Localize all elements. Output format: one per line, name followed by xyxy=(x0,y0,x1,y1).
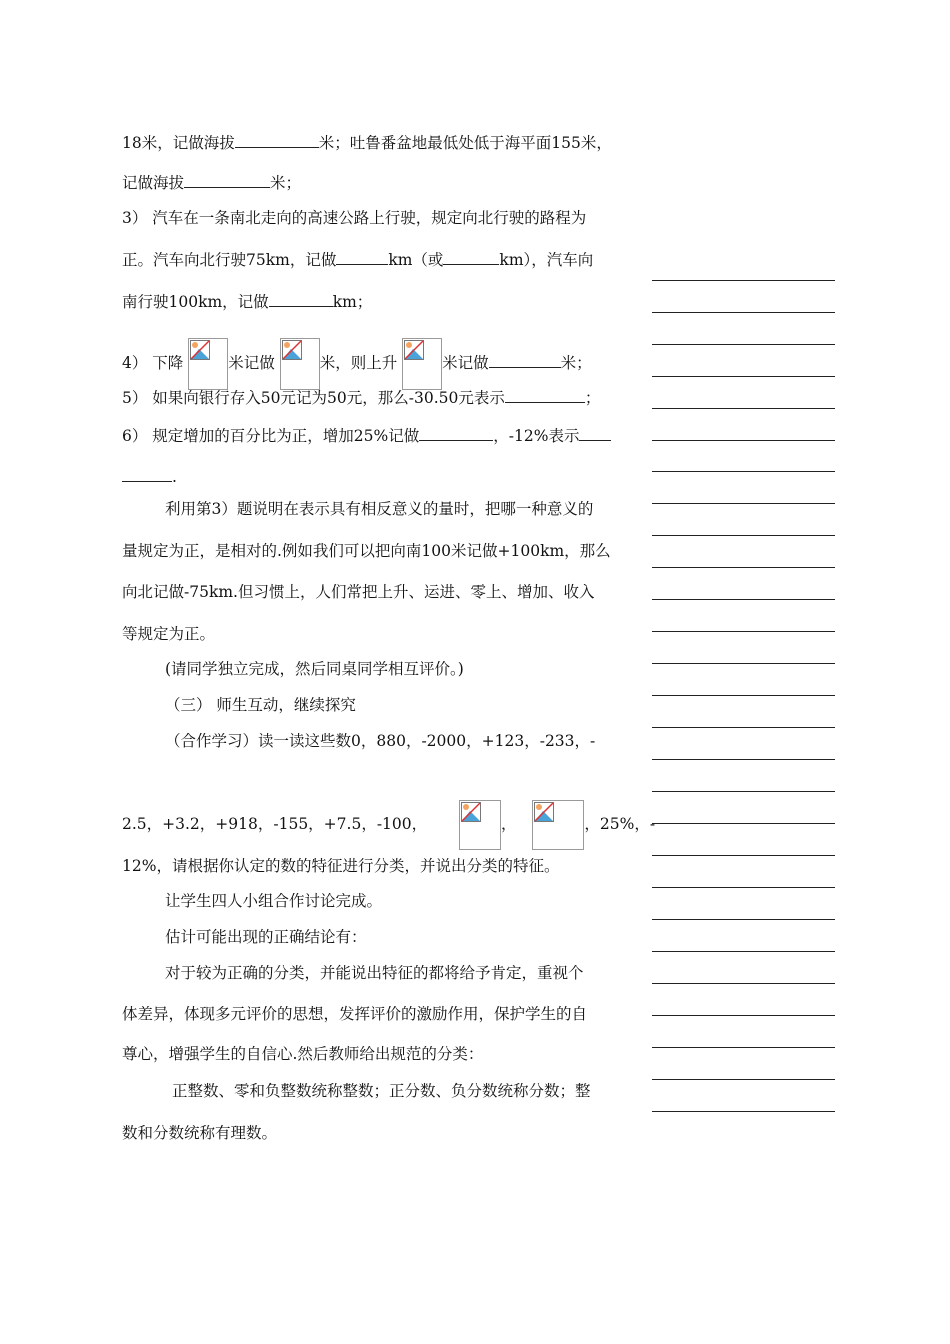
text-line xyxy=(122,249,593,270)
image-placeholder-icon xyxy=(280,338,320,390)
paragraph-line: 体差异，体现多元评价的思想，发挥评价的激励作用，保护学生的自 xyxy=(122,1005,588,1023)
text: 正。汽车向北行驶75km，记做 xyxy=(122,251,337,269)
paragraph-line: 等规定为正。 xyxy=(122,625,216,643)
note-line[interactable] xyxy=(652,312,835,313)
answer-blank[interactable] xyxy=(505,387,585,403)
answer-blank[interactable] xyxy=(235,132,319,148)
text-line xyxy=(122,466,177,487)
paragraph-line: (请同学独立完成，然后同桌同学相互评价。) xyxy=(165,660,464,678)
note-line[interactable] xyxy=(652,919,835,920)
text-line xyxy=(122,425,611,446)
text: 5） 如果向银行存入50元记为50元，那么-30.50元表示 xyxy=(122,389,505,407)
paragraph-line: （合作学习）读一读这些数0，880，-2000，+123，-233，- xyxy=(165,732,596,750)
note-line[interactable] xyxy=(652,855,835,856)
note-line[interactable] xyxy=(652,280,835,281)
note-line[interactable] xyxy=(652,631,835,632)
text: . xyxy=(172,468,177,486)
image-placeholder-icon xyxy=(532,800,584,850)
note-line[interactable] xyxy=(652,791,835,792)
text: ，25%，- xyxy=(584,815,656,833)
note-line[interactable] xyxy=(652,983,835,984)
answer-blank[interactable] xyxy=(419,425,493,441)
text: 米； xyxy=(270,174,302,192)
answer-blank[interactable] xyxy=(336,249,388,265)
note-line[interactable] xyxy=(652,471,835,472)
text: 4） 下降 xyxy=(122,354,184,372)
paragraph-line: 让学生四人小组合作讨论完成。 xyxy=(165,892,383,910)
answer-blank[interactable] xyxy=(269,291,333,307)
text: 2.5，+3.2，+918，-155，+7.5，-100， xyxy=(122,815,428,833)
text: 米； xyxy=(560,354,592,372)
text-line xyxy=(122,291,372,312)
text: km； xyxy=(332,293,373,311)
paragraph-line: 正整数、零和负整数统称整数；正分数、负分数统称分数；整 xyxy=(172,1082,591,1100)
note-line[interactable] xyxy=(652,599,835,600)
note-line[interactable] xyxy=(652,408,835,409)
note-line[interactable] xyxy=(652,535,835,536)
note-line[interactable] xyxy=(652,727,835,728)
paragraph-line: 利用第3）题说明在表示具有相反意义的量时，把哪一种意义的 xyxy=(165,500,594,518)
answer-blank[interactable] xyxy=(443,249,499,265)
answer-blank[interactable] xyxy=(122,466,172,482)
image-placeholder-icon xyxy=(402,338,442,390)
text: km），汽车向 xyxy=(499,251,594,269)
note-line[interactable] xyxy=(652,503,835,504)
answer-blank[interactable] xyxy=(579,425,611,441)
note-line[interactable] xyxy=(652,567,835,568)
image-placeholder-icon xyxy=(188,338,228,390)
text: ； xyxy=(584,389,601,407)
note-line[interactable] xyxy=(652,663,835,664)
note-line[interactable] xyxy=(652,695,835,696)
paragraph-line: 向北记做-75km.但习惯上，人们常把上升、运进、零上、增加、收入 xyxy=(122,583,595,601)
text: 米记做 xyxy=(228,354,275,372)
note-line[interactable] xyxy=(652,887,835,888)
note-line[interactable] xyxy=(652,823,835,824)
note-line[interactable] xyxy=(652,376,835,377)
text: 18米，记做海拔 xyxy=(122,134,235,152)
text-line: 3） 汽车在一条南北走向的高速公路上行驶，规定向北行驶的路程为 xyxy=(122,209,587,227)
answer-blank[interactable] xyxy=(184,172,270,188)
text: 6） 规定增加的百分比为正，增加25%记做 xyxy=(122,427,420,445)
paragraph-line: 估计可能出现的正确结论有： xyxy=(165,928,367,946)
note-line[interactable] xyxy=(652,1079,835,1080)
answer-blank[interactable] xyxy=(489,352,561,368)
text: ， xyxy=(501,815,517,833)
note-line[interactable] xyxy=(652,1111,835,1112)
text: 米记做 xyxy=(442,354,489,372)
section-heading: （三） 师生互动，继续探究 xyxy=(165,696,356,714)
text: ，-12%表示 xyxy=(493,427,580,445)
text: 记做海拔 xyxy=(122,174,185,192)
text-line xyxy=(122,800,655,850)
note-line[interactable] xyxy=(652,440,835,441)
paragraph-line: 对于较为正确的分类，并能说出特征的都将给予肯定，重视个 xyxy=(165,964,584,982)
text: 南行驶100km，记做 xyxy=(122,293,269,311)
text-line xyxy=(122,387,600,408)
note-line[interactable] xyxy=(652,1047,835,1048)
note-line[interactable] xyxy=(652,951,835,952)
text-line xyxy=(122,172,301,193)
text: km（或 xyxy=(388,251,444,269)
paragraph-line: 数和分数统称有理数。 xyxy=(122,1124,278,1142)
note-line[interactable] xyxy=(652,1015,835,1016)
text: 米；吐鲁番盆地最低处低于海平面155米， xyxy=(318,134,612,152)
paragraph-line: 12%，请根据你认定的数的特征进行分类，并说出分类的特征。 xyxy=(122,857,560,875)
paragraph-line: 尊心，增强学生的自信心.然后教师给出规范的分类： xyxy=(122,1045,484,1063)
paragraph-line: 量规定为正，是相对的.例如我们可以把向南100米记做+100km，那么 xyxy=(122,542,611,560)
text-line xyxy=(122,338,592,390)
text: 米，则上升 xyxy=(319,354,398,372)
text-line xyxy=(122,132,612,153)
note-line[interactable] xyxy=(652,759,835,760)
note-line[interactable] xyxy=(652,344,835,345)
image-placeholder-icon xyxy=(459,800,501,850)
